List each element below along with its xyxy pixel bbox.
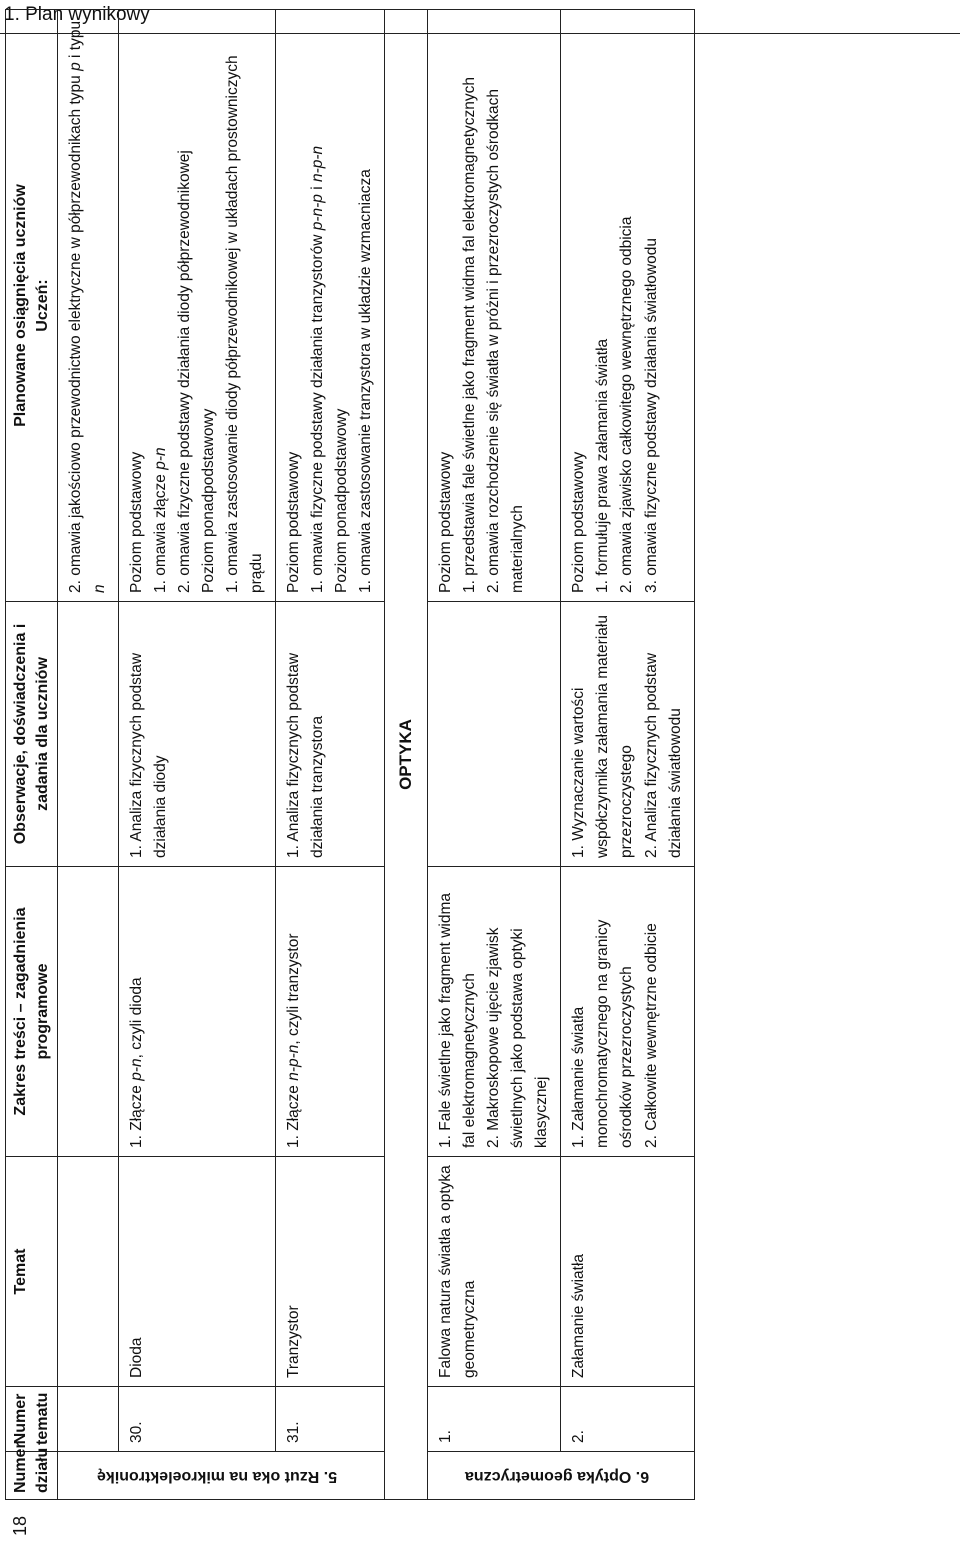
obs-line: 2. Analiza fizycznych podstaw działania światłowodu: [642, 652, 684, 858]
rotated-table-wrapper: [5, 10, 960, 1500]
header-zakres: Zakres treści – zagadnienia programowe: [6, 867, 58, 1157]
plan-table: [5, 9, 695, 1500]
table-row: [428, 10, 561, 1500]
section-optyka: OPTYKA: [385, 10, 428, 1500]
achievement-text: i: [309, 182, 327, 195]
zakres-text: , czyli dioda: [128, 977, 146, 1059]
cell-planowane: [58, 10, 119, 602]
table-row: [561, 10, 694, 1500]
achievement-italic: p-n-p: [309, 194, 327, 231]
level-label: Poziom podstawowy: [128, 451, 146, 593]
achievement-line: 1. formułuje prawa załamania światła: [594, 338, 612, 593]
zakres-text: , czyli tranzystor: [285, 933, 303, 1045]
header-planowane-sub: Uczeń:: [33, 279, 51, 332]
obs-line: 1. Wyznaczanie wartości współczynnika załamania materiału przezroczystego: [570, 615, 636, 858]
cell-zakres: [276, 867, 385, 1157]
cell-planowane: [561, 10, 694, 602]
table-row: [119, 10, 276, 1500]
cell-num: 30.: [119, 1387, 276, 1452]
dzial-6-cell: [428, 1452, 694, 1500]
level-label: Poziom podstawowy: [437, 451, 455, 593]
table-row: [58, 10, 119, 1500]
page-header-title: 1. Plan wynikowy: [4, 4, 150, 25]
achievement-italic: n-p-n: [309, 145, 327, 183]
page-number: 18: [10, 1515, 30, 1536]
cell-num: [58, 1387, 119, 1452]
achievement-line: 2. omawia rozchodzenie się światła w próżni i przezroczystych ośrodkach materialnych: [485, 89, 527, 593]
achievement-line: 1. przedstawia fale świetlne jako fragment widma fal elektromagnetycznych: [461, 76, 479, 593]
achievement-italic: p: [67, 62, 85, 71]
cell-temat: Dioda: [119, 1157, 276, 1387]
achievement-line: 1. omawia zastosowanie tranzystora w układzie wzmacniacza: [357, 169, 375, 593]
cell-temat: Załamanie światła: [561, 1157, 694, 1387]
cell-obs: 1. Analiza fizycznych podstaw działania diody: [119, 602, 276, 867]
cell-temat: [58, 1157, 119, 1387]
zakres-italic: p-n: [128, 1058, 146, 1081]
zakres-text: 1. Złącze: [128, 1080, 146, 1148]
achievement-line: 1. omawia zastosowanie diody półprzewodnikowej w układach prostowniczych prądu: [224, 55, 266, 593]
cell-zakres: [58, 867, 119, 1157]
level-label: Poziom ponadpodstawowy: [333, 408, 351, 593]
zakres-line: 1. Fale świetlne jako fragment widma fal elektromagnetycznych: [437, 892, 479, 1148]
achievement-line: [306, 18, 330, 593]
zakres-text: 1. Złącze: [285, 1080, 303, 1148]
dzial-6-label: 6. Optyka geometryczna: [464, 1467, 649, 1485]
achievement-text: 1. omawia fizyczne podstawy działania tranzystorów: [309, 230, 327, 593]
achievement-text: 1. omawia złącze: [152, 469, 170, 593]
achievement-line: 2. omawia zjawisko całkowitego wewnętrznego odbicia: [618, 216, 636, 593]
header-temat: Temat: [6, 1157, 58, 1387]
table-row: [276, 10, 385, 1500]
level-label: Poziom podstawowy: [570, 451, 588, 593]
zakres-line: 1. Załamanie światła monochromatycznego na granicy ośrodków przezroczystych: [570, 919, 636, 1148]
achievement-text: 2. omawia jakościowo przewodnictwo elektryczne w półprzewodnikach typu: [67, 70, 85, 593]
cell-planowane: [428, 10, 561, 602]
header-obserwacje: Obserwacje, doświadczenia i zadania dla uczniów: [6, 602, 58, 867]
achievement-text: i typu: [67, 20, 85, 63]
achievement-italic: n: [91, 584, 109, 593]
cell-planowane: [276, 10, 385, 602]
dzial-5-label: 5. Rzut oka na mikroelektronikę: [97, 1467, 338, 1485]
header-planowane-title: Planowane osiągnięcia uczniów: [12, 184, 29, 427]
cell-num: 31.: [276, 1387, 385, 1452]
cell-num: 1.: [428, 1387, 561, 1452]
cell-zakres: [561, 867, 694, 1157]
achievement-italic: p-n: [152, 447, 170, 470]
header-planowane: [6, 10, 58, 602]
cell-obs: [58, 602, 119, 867]
level-label: Poziom podstawowy: [285, 451, 303, 593]
zakres-line: 2. Makroskopowe ujęcie zjawisk świetlnych jako podstawa optyki klasycznej: [485, 927, 551, 1148]
cell-obs: [561, 602, 694, 867]
cell-temat: Tranzystor: [276, 1157, 385, 1387]
achievement-line: 2. omawia fizyczne podstawy działania diody półprzewodnikowej: [176, 150, 194, 593]
achievement-line: 3. omawia fizyczne podstawy działania światłowodu: [642, 238, 660, 593]
header-numer-dzialu: Numer działu: [6, 1452, 58, 1500]
cell-planowane: [119, 10, 276, 602]
zakres-line: 2. Całkowite wewnętrzne odbicie: [642, 923, 660, 1148]
cell-obs: 1. Analiza fizycznych podstaw działania tranzystora: [276, 602, 385, 867]
cell-zakres: [428, 867, 561, 1157]
cell-zakres: [119, 867, 276, 1157]
header-row: [6, 10, 58, 1500]
cell-num: 2.: [561, 1387, 694, 1452]
section-row: [385, 10, 428, 1500]
cell-temat: Falowa natura światła a optyka geometryczna: [428, 1157, 561, 1387]
zakres-italic: n-p-n: [285, 1044, 303, 1081]
level-label: Poziom ponadpodstawowy: [200, 408, 218, 593]
achievement-line: [149, 18, 173, 593]
cell-obs: [428, 602, 561, 867]
header-numer-tematu: Numer tematu: [6, 1387, 58, 1452]
dzial-5-cell: [58, 1452, 385, 1500]
